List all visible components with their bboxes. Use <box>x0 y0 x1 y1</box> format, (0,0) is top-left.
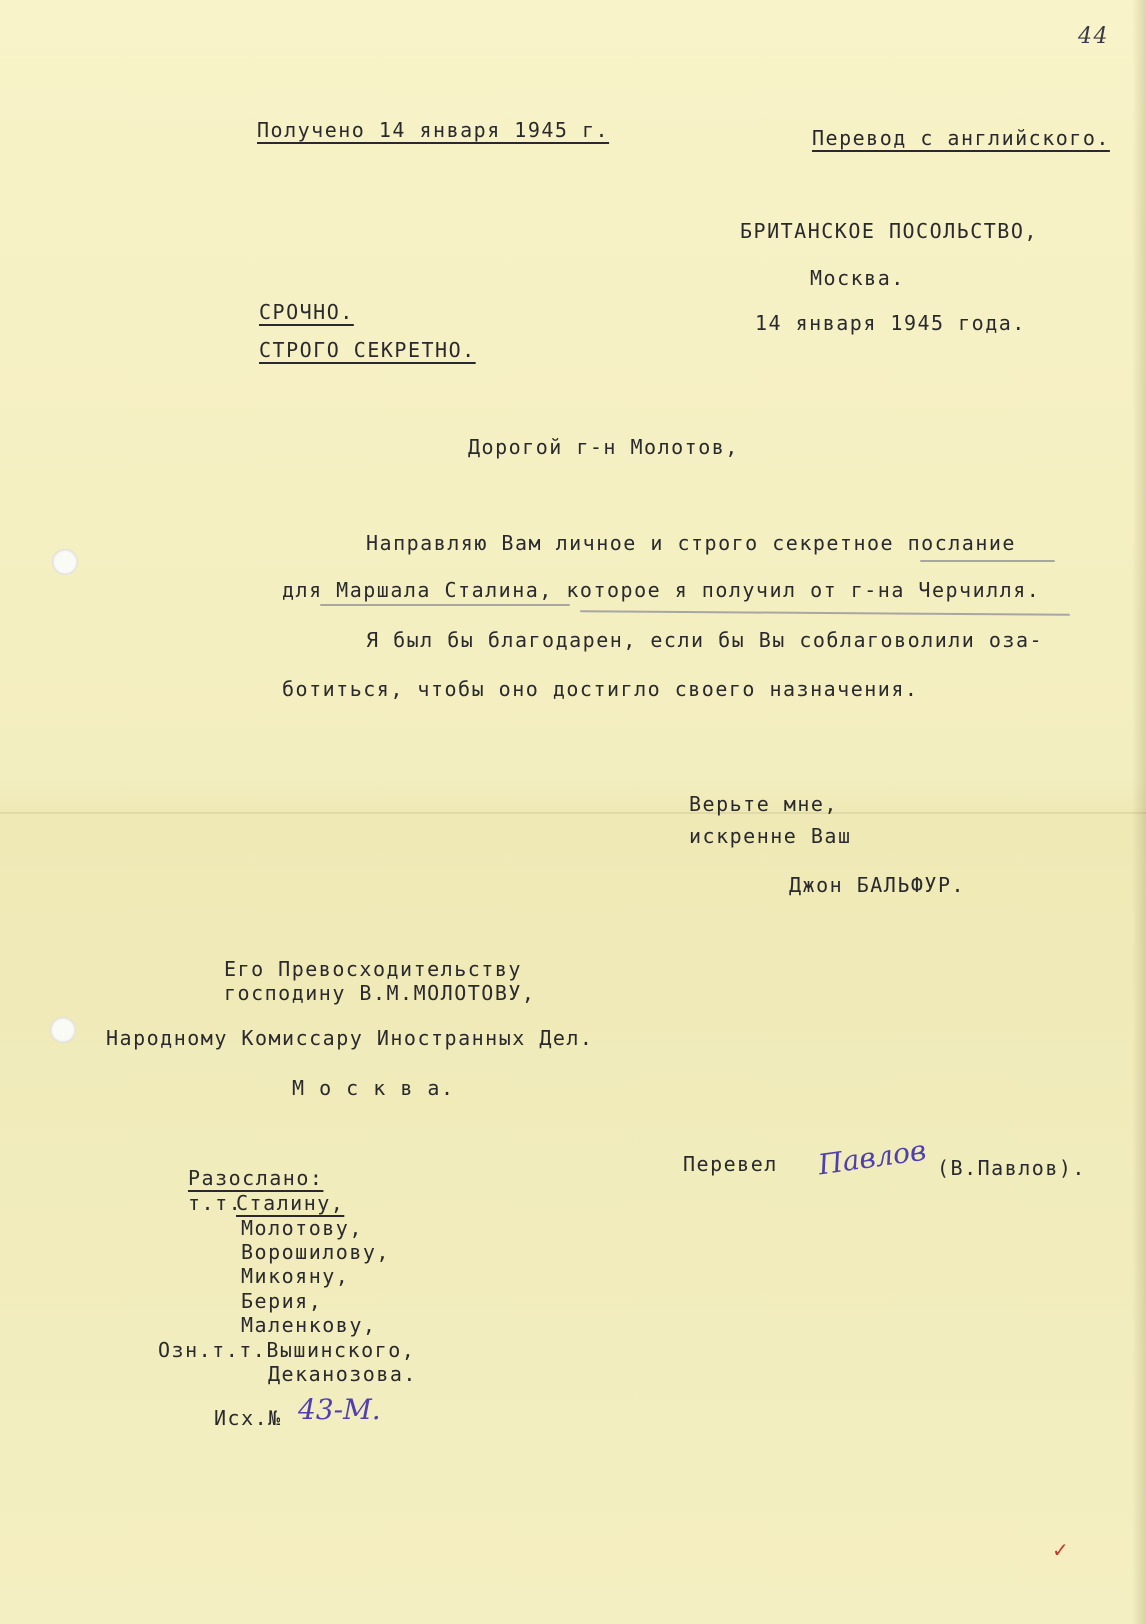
salutation: Дорогой г-н Молотов, <box>468 435 739 459</box>
addressee-line-4: М о с к в а. <box>292 1076 455 1100</box>
punch-hole-top <box>52 549 78 575</box>
closing-line-1: Верьте мне, <box>689 792 838 816</box>
translator-label: Перевел <box>683 1152 778 1176</box>
body-line-1: Направляю Вам личное и строго секретное послание <box>366 531 1016 555</box>
translation-note: Перевод с английского. <box>812 126 1110 150</box>
pencil-underline-churchill <box>580 610 1070 615</box>
closing-line-2: искренне Ваш <box>689 824 852 848</box>
page-number: 44 <box>1078 24 1109 49</box>
translator-name: (В.Павлов). <box>937 1156 1086 1180</box>
pencil-underline-message <box>920 560 1055 562</box>
sender-city: Москва. <box>810 266 905 290</box>
addressee-line-2: господину В.М.МОЛОТОВУ, <box>224 981 536 1005</box>
letter-date: 14 января 1945 года. <box>755 311 1026 335</box>
distribution-recipient: Маленкову, <box>241 1313 377 1337</box>
distribution-recipient: Молотову, <box>241 1216 363 1240</box>
translator-signature: Павлов <box>816 1133 929 1182</box>
received-date: Получено 14 января 1945 г. <box>257 118 610 142</box>
distribution-recipient: Ворошилову, <box>241 1240 390 1264</box>
distribution-prefix: т.т. <box>188 1191 243 1215</box>
distribution-ozn-line: Озн.т.т.Вышинского, <box>158 1338 416 1362</box>
page-fold-line <box>0 812 1146 814</box>
body-line-4: ботиться, чтобы оно достигло своего назначения. <box>282 677 919 701</box>
distribution-ozn-line-2: Деканозова. <box>268 1362 417 1386</box>
distribution-heading: Разослано: <box>188 1166 324 1190</box>
punch-hole-bottom <box>50 1017 76 1043</box>
closing-signature: Джон БАЛЬФУР. <box>789 873 966 897</box>
distribution-recipient: Сталину, <box>236 1191 345 1215</box>
distribution-recipient: Микояну, <box>241 1264 350 1288</box>
pencil-underline-stalin <box>320 604 570 606</box>
embassy-name: БРИТАНСКОЕ ПОСОЛЬСТВО, <box>740 219 1038 243</box>
outgoing-label: Исх.№ <box>214 1406 282 1430</box>
distribution-recipient: Берия, <box>241 1289 323 1313</box>
check-mark-icon: ✓ <box>1052 1538 1069 1562</box>
secret-stamp: СТРОГО СЕКРЕТНО. <box>259 338 476 362</box>
body-line-2: для Маршала Сталина, которое я получил от г-на Черчилля. <box>282 578 1041 602</box>
addressee-line-3: Народному Комиссару Иностранных Дел. <box>106 1026 594 1050</box>
urgent-stamp: СРОЧНО. <box>259 300 354 324</box>
page-edge-shadow <box>1132 0 1146 1624</box>
outgoing-number: 43-М. <box>298 1393 381 1426</box>
body-line-3: Я был бы благодарен, если бы Вы соблаговолили оза- <box>366 628 1044 652</box>
addressee-line-1: Его Превосходительству <box>224 957 522 981</box>
